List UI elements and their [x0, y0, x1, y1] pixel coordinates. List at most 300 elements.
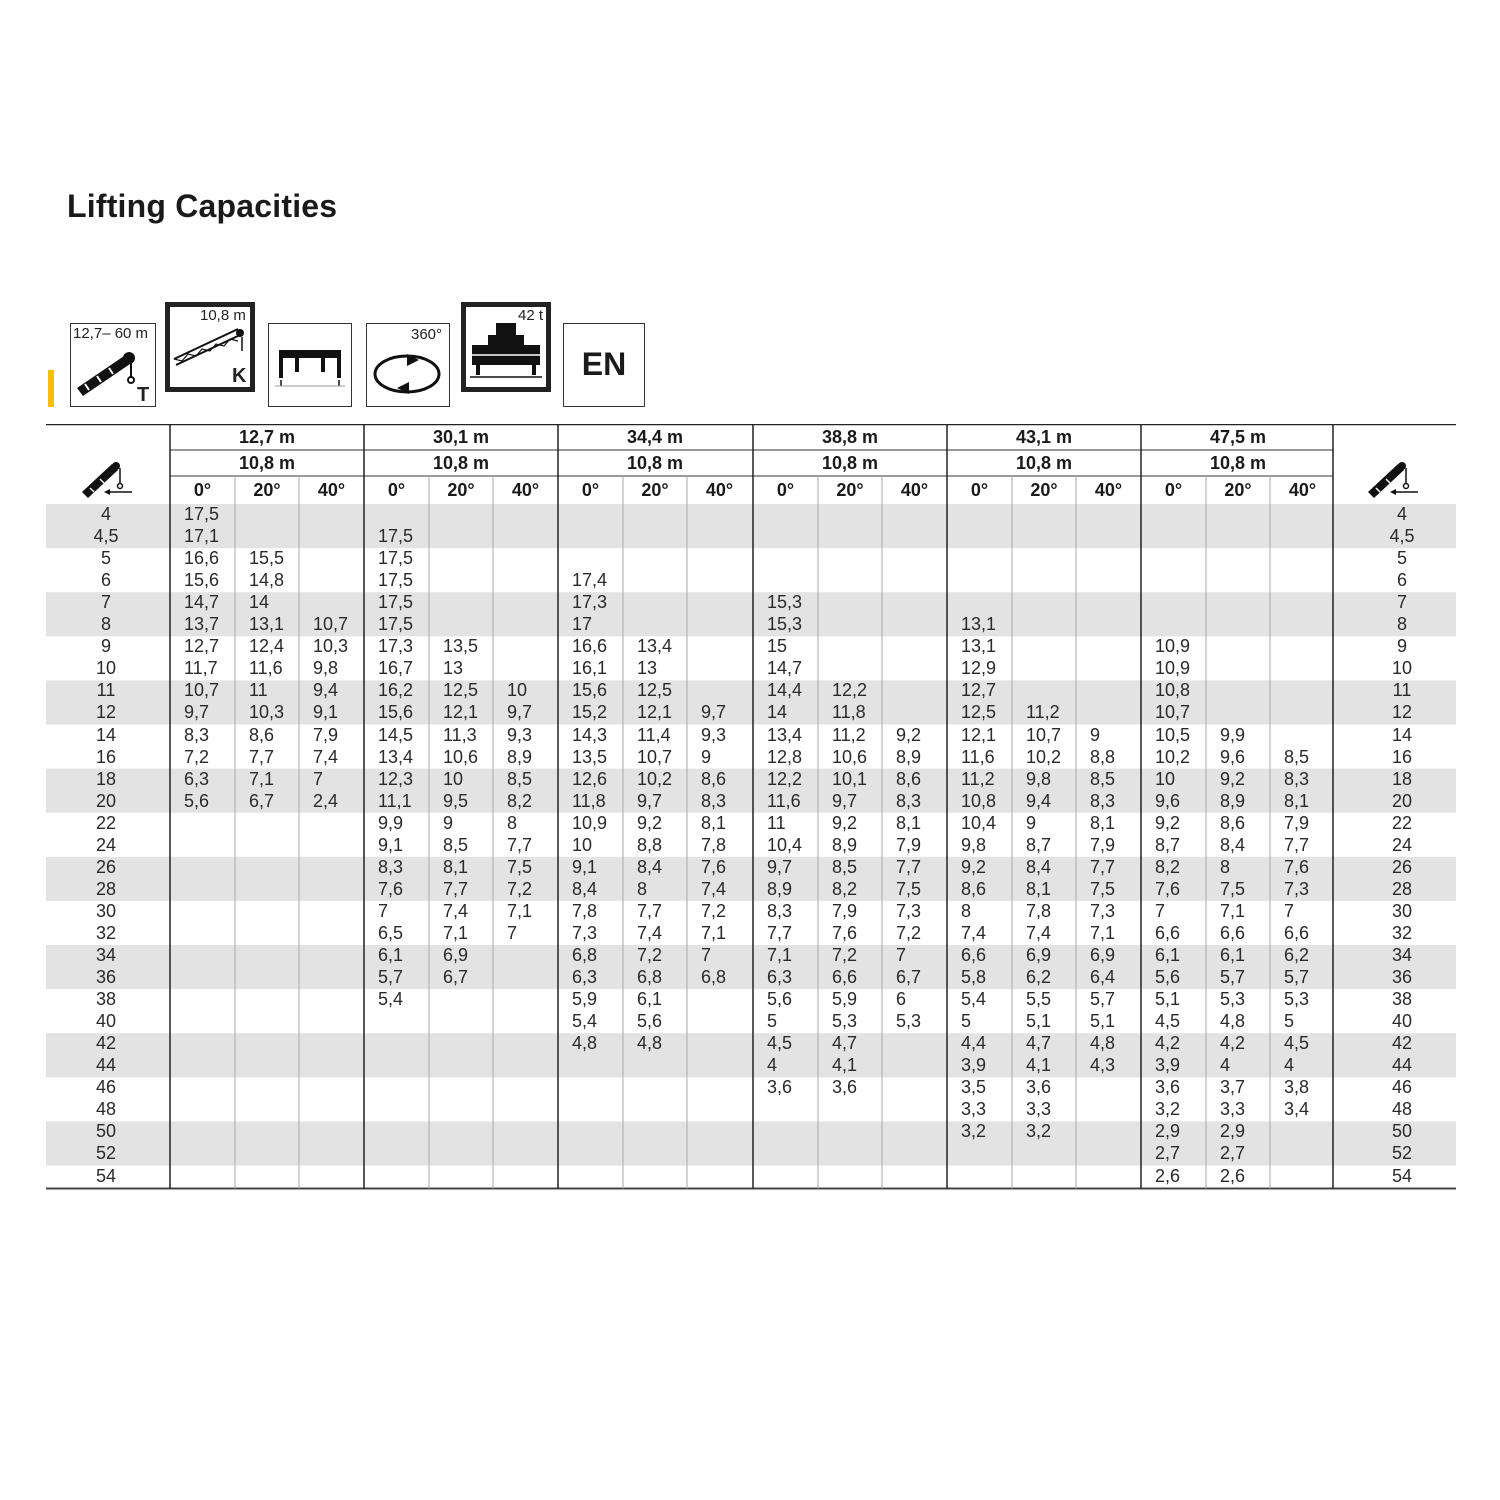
capacity-cell: 11,6 — [249, 658, 283, 679]
radius-right: 34 — [1391, 945, 1413, 965]
radius-right: 28 — [1391, 878, 1413, 899]
capacity-cell: 6,7 — [443, 967, 469, 988]
capacity-cell: 5,7 — [1284, 967, 1310, 988]
capacity-cell: 9,4 — [313, 680, 339, 701]
radius-left: 8 — [100, 614, 111, 635]
capacity-cell: 8,4 — [637, 856, 663, 877]
capacity-cell: 8,9 — [767, 878, 793, 899]
jib-length-header: 10,8 m — [238, 453, 296, 473]
angle-header: 0° — [387, 480, 406, 500]
counterweight-icon — [461, 302, 551, 392]
capacity-cell: 3,6 — [832, 1077, 858, 1098]
capacity-cell: 7,4 — [443, 900, 469, 921]
capacity-cell: 13,7 — [184, 614, 220, 635]
radius-right: 22 — [1391, 812, 1413, 833]
capacity-cell: 7,6 — [378, 878, 404, 899]
capacity-cell: 4,3 — [1090, 1055, 1116, 1076]
capacity-cell: 7,9 — [896, 834, 922, 855]
capacity-cell: 3,4 — [1284, 1099, 1310, 1120]
outriggers-icon — [268, 323, 352, 407]
capacity-cell: 9 — [1026, 812, 1037, 833]
capacity-cell: 8,3 — [896, 790, 922, 811]
capacity-cell: 14,4 — [767, 680, 803, 701]
lattice-jib-icon — [165, 302, 255, 392]
capacity-cell: 16,7 — [378, 658, 414, 679]
capacity-cell: 7,5 — [896, 878, 922, 899]
capacity-cell: 17,3 — [378, 636, 414, 657]
radius-right: 30 — [1391, 900, 1413, 921]
capacity-cell: 11,8 — [572, 790, 606, 811]
boom-length-header: 30,1 m — [432, 427, 490, 447]
capacity-cell: 7,2 — [701, 900, 727, 921]
capacity-cell: 5,3 — [832, 1011, 858, 1032]
capacity-cell: 6,6 — [1284, 922, 1310, 943]
capacity-cell: 15,2 — [572, 702, 608, 723]
capacity-cell: 5,4 — [961, 989, 987, 1010]
radius-right: 4,5 — [1389, 526, 1415, 547]
capacity-cell: 7,4 — [701, 878, 727, 899]
radius-right: 42 — [1391, 1033, 1413, 1054]
capacity-cell: 10,8 — [1155, 680, 1191, 701]
radius-right: 44 — [1391, 1055, 1413, 1076]
capacity-cell: 14,5 — [378, 724, 414, 745]
radius-right: 16 — [1391, 746, 1413, 767]
boom-length-header: 38,8 m — [821, 427, 879, 447]
capacity-cell: 8,5 — [832, 856, 858, 877]
capacity-cell: 17,3 — [572, 592, 608, 613]
radius-left: 18 — [95, 768, 117, 789]
capacity-cell: 13,5 — [443, 636, 479, 657]
capacity-cell: 5,7 — [1220, 967, 1246, 988]
capacity-cell: 4,4 — [961, 1033, 987, 1054]
capacity-cell: 10,7 — [1026, 724, 1062, 745]
capacity-cell: 3,2 — [961, 1121, 987, 1142]
radius-left: 5 — [100, 548, 111, 569]
capacity-cell: 5,9 — [832, 989, 858, 1010]
radius-right: 54 — [1391, 1165, 1413, 1186]
capacity-cell: 14,3 — [572, 724, 608, 745]
capacity-cell: 7,1 — [249, 768, 275, 789]
capacity-cell: 17,5 — [378, 614, 414, 635]
radius-right: 8 — [1396, 614, 1407, 635]
capacity-cell: 10,7 — [637, 746, 673, 767]
capacity-cell: 8,5 — [1090, 768, 1116, 789]
capacity-cell: 9,7 — [767, 856, 793, 877]
capacity-cell: 10 — [1155, 768, 1176, 789]
capacity-cell: 7,3 — [896, 900, 922, 921]
capacity-cell: 16,1 — [572, 658, 608, 679]
capacity-cell: 6,4 — [1090, 967, 1116, 988]
capacity-cell: 5,6 — [184, 790, 210, 811]
capacity-cell: 8,1 — [1284, 790, 1310, 811]
capacity-cell: 14 — [249, 592, 270, 613]
radius-left: 12 — [95, 702, 117, 723]
capacity-cell: 11,2 — [1026, 702, 1060, 723]
capacity-cell: 9 — [1090, 724, 1101, 745]
capacity-cell: 5 — [1284, 1011, 1295, 1032]
capacity-cell: 16,6 — [572, 636, 608, 657]
capacity-cell: 8,4 — [1026, 856, 1052, 877]
capacity-cell: 6,8 — [572, 945, 598, 965]
jib-letter: K — [232, 365, 247, 387]
capacity-cell: 5,9 — [572, 989, 598, 1010]
radius-left: 22 — [95, 812, 117, 833]
capacity-cell: 9,4 — [1026, 790, 1052, 811]
capacity-cell: 3,6 — [767, 1077, 793, 1098]
capacity-cell: 8 — [1220, 856, 1231, 877]
capacity-cell: 8,2 — [507, 790, 533, 811]
boom-length-header: 47,5 m — [1209, 427, 1267, 447]
capacity-cell: 2,6 — [1155, 1165, 1181, 1186]
capacity-cell: 7 — [701, 945, 712, 965]
capacity-cell: 12,5 — [961, 702, 997, 723]
capacity-cell: 3,2 — [1155, 1099, 1181, 1120]
capacity-cell: 4 — [1284, 1055, 1295, 1076]
capacity-cell: 8,6 — [961, 878, 987, 899]
angle-header: 40° — [1094, 480, 1123, 500]
capacity-cell: 5,6 — [767, 989, 793, 1010]
capacity-cell: 6,9 — [1090, 945, 1116, 965]
capacity-cell: 8,9 — [896, 746, 922, 767]
radius-left: 24 — [95, 834, 117, 855]
capacity-cell: 7,8 — [701, 834, 727, 855]
radius-left: 36 — [95, 967, 117, 988]
capacity-cell: 6 — [896, 989, 907, 1010]
capacity-cell: 10,2 — [1155, 746, 1191, 767]
capacity-cell: 17,1 — [184, 526, 220, 547]
capacity-cell: 3,7 — [1220, 1077, 1246, 1098]
capacity-cell: 9,8 — [313, 658, 339, 679]
capacity-cell: 10,7 — [313, 614, 349, 635]
capacity-cell: 14 — [767, 702, 788, 723]
capacity-cell: 7,2 — [507, 878, 533, 899]
capacity-cell: 9,6 — [1220, 746, 1246, 767]
boom-letter: T — [137, 384, 150, 406]
capacity-cell: 7 — [896, 945, 907, 965]
capacity-cell: 8,5 — [507, 768, 533, 789]
capacity-cell: 9 — [443, 812, 454, 833]
capacity-cell: 17,5 — [378, 548, 414, 569]
capacity-cell: 8,1 — [896, 812, 922, 833]
capacity-cell: 8,1 — [1026, 878, 1052, 899]
capacity-cell: 7,6 — [1155, 878, 1181, 899]
capacity-cell: 7,7 — [507, 834, 533, 855]
angle-header: 0° — [776, 480, 795, 500]
page-title: Lifting Capacities — [67, 188, 338, 224]
capacity-cell: 12,8 — [767, 746, 803, 767]
capacity-cell: 3,3 — [1220, 1099, 1246, 1120]
radius-right: 9 — [1396, 636, 1407, 657]
capacity-cell: 3,9 — [961, 1055, 987, 1076]
capacity-cell: 4 — [767, 1055, 778, 1076]
capacity-cell: 7,6 — [832, 922, 858, 943]
capacity-cell: 8,1 — [1090, 812, 1116, 833]
radius-right: 48 — [1391, 1099, 1413, 1120]
capacity-cell: 6,7 — [896, 967, 922, 988]
capacity-cell: 7,9 — [832, 900, 858, 921]
capacity-cell: 5,3 — [1220, 989, 1246, 1010]
capacity-cell: 10,2 — [637, 768, 673, 789]
capacity-cell: 9,2 — [637, 812, 663, 833]
capacity-cell: 12,5 — [443, 680, 479, 701]
capacity-cell: 7,1 — [1220, 900, 1246, 921]
capacity-cell: 5,6 — [637, 1011, 663, 1032]
capacity-cell: 8,1 — [701, 812, 727, 833]
capacity-cell: 12,2 — [832, 680, 868, 701]
capacity-cell: 17,4 — [572, 570, 608, 591]
capacity-cell: 10,3 — [313, 636, 349, 657]
capacity-cell: 3,2 — [1026, 1121, 1052, 1142]
capacity-cell: 5 — [767, 1011, 778, 1032]
radius-right: 11 — [1392, 680, 1412, 701]
capacity-cell: 10 — [443, 768, 464, 789]
capacity-cell: 11 — [767, 812, 786, 833]
slewing-label: 360° — [411, 326, 443, 343]
capacity-cell: 3,8 — [1284, 1077, 1310, 1098]
lifting-capacity-table — [46, 424, 1456, 1190]
capacity-cell: 6,6 — [832, 967, 858, 988]
capacity-cell: 9,2 — [961, 856, 987, 877]
radius-left: 48 — [95, 1099, 117, 1120]
capacity-cell: 7,7 — [1284, 834, 1310, 855]
capacity-cell: 7,5 — [507, 856, 533, 877]
capacity-cell: 15,3 — [767, 614, 803, 635]
jib-length-header: 10,8 m — [1015, 453, 1073, 473]
capacity-cell: 13,4 — [637, 636, 673, 657]
capacity-cell: 7,7 — [637, 900, 663, 921]
capacity-cell: 9,7 — [637, 790, 663, 811]
capacity-cell: 2,7 — [1155, 1143, 1181, 1164]
telescopic-boom-icon — [70, 323, 156, 407]
capacity-cell: 6,7 — [249, 790, 275, 811]
capacity-cell: 7,9 — [1284, 812, 1310, 833]
capacity-cell: 4,8 — [572, 1033, 598, 1054]
capacity-cell: 7,4 — [1026, 922, 1052, 943]
radius-left: 28 — [95, 878, 117, 899]
angle-header: 20° — [447, 480, 475, 500]
capacity-cell: 11,8 — [832, 702, 866, 723]
capacity-cell: 8,5 — [1284, 746, 1310, 767]
capacity-cell: 7,2 — [832, 945, 858, 965]
capacity-cell: 7,1 — [701, 922, 727, 943]
capacity-cell: 8,2 — [1155, 856, 1181, 877]
radius-left: 40 — [95, 1011, 117, 1032]
capacity-cell: 14,7 — [767, 658, 803, 679]
radius-right: 36 — [1391, 967, 1413, 988]
radius-left: 38 — [95, 989, 117, 1010]
capacity-cell: 8,4 — [1220, 834, 1246, 855]
capacity-cell: 8,3 — [1284, 768, 1310, 789]
capacity-cell: 4,5 — [767, 1033, 793, 1054]
radius-right: 38 — [1391, 989, 1413, 1010]
radius-left: 50 — [95, 1121, 117, 1142]
radius-left: 10 — [95, 658, 117, 679]
angle-header: 0° — [581, 480, 600, 500]
capacity-cell: 5,4 — [572, 1011, 598, 1032]
capacity-cell: 9,2 — [896, 724, 922, 745]
capacity-cell: 8 — [961, 900, 972, 921]
capacity-cell: 9,2 — [1220, 768, 1246, 789]
capacity-cell: 9,7 — [507, 702, 533, 723]
capacity-cell: 9,8 — [1026, 768, 1052, 789]
capacity-cell: 7,4 — [961, 922, 987, 943]
capacity-cell: 12,5 — [637, 680, 673, 701]
language-badge — [563, 323, 645, 407]
capacity-cell: 17 — [572, 614, 593, 635]
capacity-cell: 5,3 — [896, 1011, 922, 1032]
capacity-cell: 10,2 — [1026, 746, 1062, 767]
capacity-cell: 7,6 — [701, 856, 727, 877]
capacity-cell: 7,7 — [443, 878, 469, 899]
capacity-cell: 4,1 — [1026, 1055, 1052, 1076]
capacity-cell: 5,6 — [1155, 967, 1181, 988]
capacity-cell: 8,5 — [443, 834, 469, 855]
angle-header: 40° — [705, 480, 734, 500]
capacity-cell: 17,5 — [378, 526, 414, 547]
capacity-cell: 9,2 — [1155, 812, 1181, 833]
capacity-cell: 10,9 — [1155, 658, 1191, 679]
angle-header: 20° — [1030, 480, 1058, 500]
capacity-cell: 7,3 — [1090, 900, 1116, 921]
capacity-cell: 10 — [507, 680, 528, 701]
capacity-cell: 8 — [637, 878, 648, 899]
capacity-cell: 9,1 — [378, 834, 404, 855]
capacity-cell: 8,7 — [1155, 834, 1181, 855]
radius-right: 4 — [1396, 504, 1407, 524]
capacity-cell: 7 — [507, 922, 518, 943]
capacity-cell: 8 — [507, 812, 518, 833]
capacity-cell: 6,9 — [1026, 945, 1052, 965]
capacity-cell: 14,7 — [184, 592, 220, 613]
capacity-cell: 8,2 — [832, 878, 858, 899]
capacity-cell: 2,9 — [1155, 1121, 1181, 1142]
boom-length-header: 34,4 m — [626, 427, 684, 447]
capacity-cell: 8,6 — [1220, 812, 1246, 833]
capacity-cell: 11,7 — [184, 658, 218, 679]
capacity-cell: 8,9 — [832, 834, 858, 855]
capacity-cell: 3,3 — [1026, 1099, 1052, 1120]
capacity-cell: 2,7 — [1220, 1143, 1246, 1164]
radius-right: 46 — [1391, 1077, 1413, 1098]
capacity-cell: 10,7 — [1155, 702, 1191, 723]
capacity-cell: 7,7 — [249, 746, 275, 767]
language-label: EN — [581, 346, 627, 382]
capacity-cell: 7,3 — [572, 922, 598, 943]
capacity-cell: 4 — [1220, 1055, 1231, 1076]
capacity-cell: 5,3 — [1284, 989, 1310, 1010]
radius-right: 5 — [1396, 548, 1407, 569]
capacity-cell: 6,3 — [767, 967, 793, 988]
capacity-cell: 11,2 — [961, 768, 995, 789]
capacity-cell: 9,3 — [507, 724, 533, 745]
capacity-cell: 4,2 — [1220, 1033, 1246, 1054]
capacity-cell: 9,3 — [701, 724, 727, 745]
capacity-cell: 8,3 — [184, 724, 210, 745]
radius-right: 6 — [1396, 570, 1407, 591]
capacity-cell: 4,5 — [1284, 1033, 1310, 1054]
angle-header: 0° — [970, 480, 989, 500]
capacity-cell: 13 — [443, 658, 464, 679]
capacity-cell: 7,3 — [1284, 878, 1310, 899]
capacity-cell: 9,7 — [701, 702, 727, 723]
capacity-cell: 9,1 — [313, 702, 339, 723]
capacity-cell: 6,1 — [378, 945, 404, 965]
angle-header: 0° — [1164, 480, 1183, 500]
capacity-cell: 12,9 — [961, 658, 997, 679]
radius-right: 18 — [1391, 768, 1413, 789]
jib-length-header: 10,8 m — [1209, 453, 1267, 473]
capacity-cell: 7,2 — [184, 746, 210, 767]
capacity-cell: 17,5 — [378, 592, 414, 613]
capacity-cell: 8,4 — [572, 878, 598, 899]
capacity-cell: 9,2 — [832, 812, 858, 833]
angle-header: 20° — [1224, 480, 1252, 500]
capacity-cell: 7,7 — [1090, 856, 1116, 877]
capacity-cell: 13 — [637, 658, 658, 679]
radius-left: 54 — [95, 1165, 117, 1186]
capacity-cell: 8,3 — [378, 856, 404, 877]
capacity-cell: 12,1 — [443, 702, 479, 723]
capacity-cell: 15,5 — [249, 548, 285, 569]
capacity-cell: 7,1 — [767, 945, 793, 965]
capacity-cell: 7,1 — [443, 922, 469, 943]
capacity-cell: 17,5 — [378, 570, 414, 591]
capacity-cell: 10 — [572, 834, 593, 855]
capacity-cell: 9,7 — [184, 702, 210, 723]
capacity-cell: 10,8 — [961, 790, 997, 811]
capacity-cell: 10,6 — [443, 746, 479, 767]
capacity-cell: 8,6 — [701, 768, 727, 789]
slewing-360-icon — [366, 323, 450, 407]
capacity-cell: 6,9 — [443, 945, 469, 965]
jib-length-header: 10,8 m — [626, 453, 684, 473]
capacity-cell: 2,4 — [313, 790, 339, 811]
capacity-cell: 4,8 — [637, 1033, 663, 1054]
capacity-cell: 8,3 — [1090, 790, 1116, 811]
capacity-cell: 7,9 — [313, 724, 339, 745]
radius-right: 26 — [1391, 856, 1413, 877]
capacity-cell: 8,6 — [896, 768, 922, 789]
capacity-cell: 8,8 — [637, 834, 663, 855]
radius-right: 40 — [1391, 1011, 1413, 1032]
capacity-cell: 10,9 — [572, 812, 608, 833]
radius-left: 52 — [95, 1143, 117, 1164]
capacity-cell: 11,6 — [961, 746, 995, 767]
capacity-cell: 8,1 — [443, 856, 469, 877]
capacity-cell: 12,2 — [767, 768, 803, 789]
capacity-cell: 11,3 — [443, 724, 477, 745]
radius-right: 12 — [1391, 702, 1413, 723]
capacity-cell: 6,6 — [1155, 922, 1181, 943]
capacity-cell: 7 — [313, 768, 324, 789]
capacity-cell: 5,7 — [378, 967, 404, 988]
capacity-cell: 16,2 — [378, 680, 414, 701]
capacity-cell: 6,6 — [1220, 922, 1246, 943]
radius-left: 16 — [95, 746, 117, 767]
capacity-cell: 7,2 — [896, 922, 922, 943]
capacity-cell: 8,6 — [249, 724, 275, 745]
capacity-cell: 12,6 — [572, 768, 608, 789]
capacity-cell: 5,7 — [1090, 989, 1116, 1010]
capacity-cell: 14,8 — [249, 570, 285, 591]
capacity-cell: 9,9 — [378, 812, 404, 833]
capacity-cell: 6,2 — [1284, 945, 1310, 965]
capacity-cell: 6,6 — [961, 945, 987, 965]
capacity-cell: 15,6 — [184, 570, 220, 591]
capacity-cell: 7,8 — [572, 900, 598, 921]
angle-header: 40° — [511, 480, 540, 500]
capacity-cell: 12,1 — [637, 702, 673, 723]
